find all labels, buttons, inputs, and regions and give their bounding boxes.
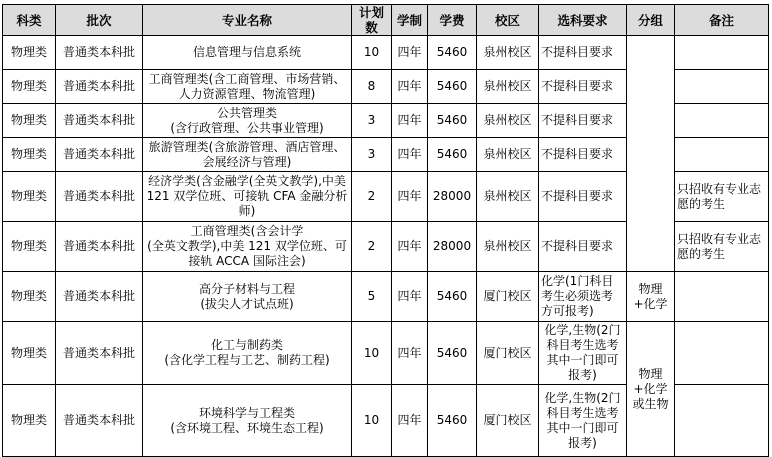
table-row — [3, 322, 769, 385]
header-row — [3, 5, 769, 36]
header-batch: 批次 — [56, 5, 143, 36]
header-years: 学制 — [392, 5, 428, 36]
admission-plan-table — [2, 4, 769, 457]
cell-plan: 3 — [352, 104, 392, 138]
cell-major: 信息管理与信息系统 — [143, 36, 352, 70]
cell-fee: 5460 — [428, 36, 477, 70]
cell-batch: 普通类本科批 — [56, 172, 143, 222]
cell-requirement: 不提科目要求 — [539, 104, 627, 138]
header-fee: 学费 — [428, 5, 477, 36]
cell-campus: 厦门校区 — [477, 385, 539, 457]
cell-requirement: 化学(1门科目考生必须选考方可报考) — [539, 272, 627, 322]
cell-group: 物理+化学或生物 — [627, 322, 675, 457]
table-row — [3, 272, 769, 322]
header-major: 专业名称 — [143, 5, 352, 36]
cell-note — [675, 70, 769, 104]
cell-fee: 5460 — [428, 104, 477, 138]
cell-requirement: 化学,生物(2门科目考生选考其中一门即可报考) — [539, 385, 627, 457]
cell-subject: 物理类 — [3, 272, 56, 322]
cell-batch: 普通类本科批 — [56, 322, 143, 385]
cell-major: 经济学类(含金融学(全英文教学),中美 121 双学位班、可接轨 CFA 金融分析师) — [143, 172, 352, 222]
cell-years: 四年 — [392, 138, 428, 172]
cell-plan: 10 — [352, 322, 392, 385]
cell-plan: 3 — [352, 138, 392, 172]
cell-major: 旅游管理类(含旅游管理、酒店管理、会展经济与管理) — [143, 138, 352, 172]
cell-fee: 5460 — [428, 70, 477, 104]
cell-subject: 物理类 — [3, 172, 56, 222]
cell-batch: 普通类本科批 — [56, 385, 143, 457]
cell-plan: 10 — [352, 36, 392, 70]
cell-years: 四年 — [392, 322, 428, 385]
cell-campus: 泉州校区 — [477, 172, 539, 222]
cell-plan: 2 — [352, 222, 392, 272]
cell-subject: 物理类 — [3, 322, 56, 385]
cell-subject: 物理类 — [3, 70, 56, 104]
cell-requirement: 不提科目要求 — [539, 36, 627, 70]
cell-plan: 10 — [352, 385, 392, 457]
table-row — [3, 36, 769, 70]
cell-fee: 28000 — [428, 222, 477, 272]
header-subject: 科类 — [3, 5, 56, 36]
cell-requirement: 不提科目要求 — [539, 172, 627, 222]
cell-major: 化工与制药类 (含化学工程与工艺、制药工程) — [143, 322, 352, 385]
cell-campus: 厦门校区 — [477, 322, 539, 385]
cell-major: 工商管理类(含工商管理、市场营销、人力资源管理、物流管理) — [143, 70, 352, 104]
cell-years: 四年 — [392, 172, 428, 222]
cell-batch: 普通类本科批 — [56, 104, 143, 138]
cell-subject: 物理类 — [3, 222, 56, 272]
cell-subject: 物理类 — [3, 36, 56, 70]
cell-note — [675, 272, 769, 322]
cell-campus: 泉州校区 — [477, 36, 539, 70]
cell-batch: 普通类本科批 — [56, 70, 143, 104]
header-plan: 计划数 — [352, 5, 392, 36]
cell-campus: 泉州校区 — [477, 138, 539, 172]
cell-major: 高分子材料与工程 (拔尖人才试点班) — [143, 272, 352, 322]
cell-note — [675, 322, 769, 385]
cell-note — [675, 36, 769, 70]
cell-major: 公共管理类 (含行政管理、公共事业管理) — [143, 104, 352, 138]
header-campus: 校区 — [477, 5, 539, 36]
cell-group-empty — [627, 36, 675, 272]
cell-note: 只招收有专业志愿的考生 — [675, 172, 769, 222]
cell-note: 只招收有专业志愿的考生 — [675, 222, 769, 272]
cell-plan: 5 — [352, 272, 392, 322]
cell-batch: 普通类本科批 — [56, 272, 143, 322]
cell-years: 四年 — [392, 385, 428, 457]
cell-years: 四年 — [392, 272, 428, 322]
cell-years: 四年 — [392, 70, 428, 104]
cell-note — [675, 104, 769, 138]
cell-batch: 普通类本科批 — [56, 138, 143, 172]
cell-plan: 8 — [352, 70, 392, 104]
cell-plan: 2 — [352, 172, 392, 222]
cell-requirement: 不提科目要求 — [539, 138, 627, 172]
header-requirement: 选科要求 — [539, 5, 627, 36]
cell-campus: 泉州校区 — [477, 222, 539, 272]
header-note: 备注 — [675, 5, 769, 36]
cell-years: 四年 — [392, 104, 428, 138]
cell-group: 物理+化学 — [627, 272, 675, 322]
cell-subject: 物理类 — [3, 138, 56, 172]
cell-campus: 泉州校区 — [477, 70, 539, 104]
cell-note — [675, 385, 769, 457]
cell-fee: 5460 — [428, 322, 477, 385]
cell-campus: 厦门校区 — [477, 272, 539, 322]
cell-fee: 5460 — [428, 272, 477, 322]
cell-years: 四年 — [392, 36, 428, 70]
cell-subject: 物理类 — [3, 104, 56, 138]
cell-batch: 普通类本科批 — [56, 222, 143, 272]
cell-campus: 泉州校区 — [477, 104, 539, 138]
cell-major: 环境科学与工程类 (含环境工程、环境生态工程) — [143, 385, 352, 457]
cell-requirement: 不提科目要求 — [539, 70, 627, 104]
cell-fee: 5460 — [428, 138, 477, 172]
header-group: 分组 — [627, 5, 675, 36]
cell-note — [675, 138, 769, 172]
cell-years: 四年 — [392, 222, 428, 272]
cell-batch: 普通类本科批 — [56, 36, 143, 70]
cell-requirement: 化学,生物(2门科目考生选考其中一门即可报考) — [539, 322, 627, 385]
cell-subject: 物理类 — [3, 385, 56, 457]
cell-major: 工商管理类(含会计学 (全英文教学),中美 121 双学位班、可接轨 ACCA 国际注会) — [143, 222, 352, 272]
cell-fee: 5460 — [428, 385, 477, 457]
cell-requirement: 不提科目要求 — [539, 222, 627, 272]
cell-fee: 28000 — [428, 172, 477, 222]
